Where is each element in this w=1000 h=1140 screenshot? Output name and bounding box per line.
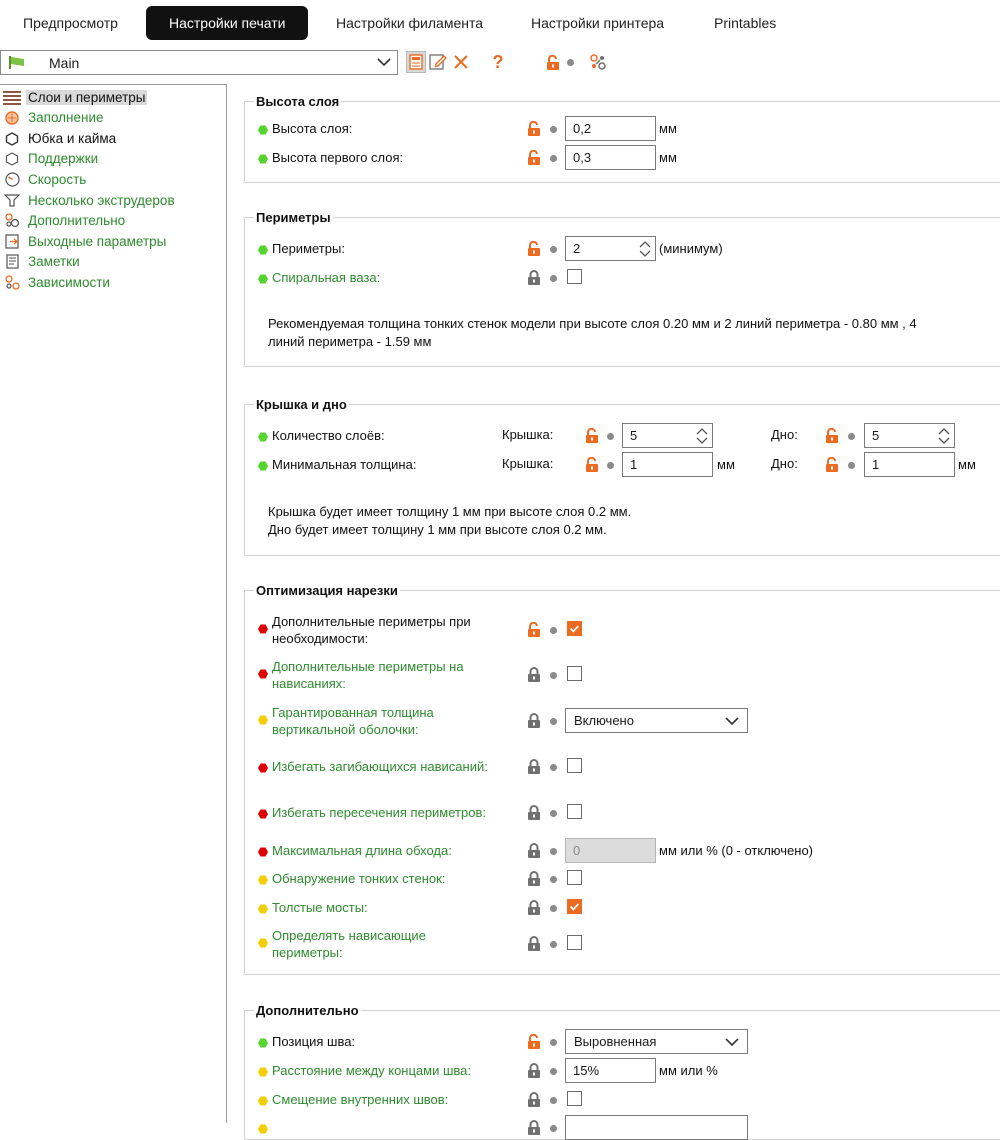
mode-advanced-icon — [258, 1124, 268, 1134]
lock-open-icon[interactable] — [527, 622, 541, 637]
tab-printables[interactable]: Printables — [714, 15, 777, 31]
bullet-icon[interactable] — [550, 1039, 557, 1046]
lock-closed-icon[interactable] — [527, 1063, 541, 1078]
bullet-icon[interactable] — [550, 876, 557, 883]
bullet-icon[interactable] — [848, 462, 855, 469]
bullet-icon[interactable] — [550, 126, 557, 133]
max-detour-input[interactable]: 0 — [565, 838, 656, 863]
lock-closed-icon[interactable] — [527, 805, 541, 820]
sidebar-item-label: Несколько экструдеров — [28, 193, 175, 208]
preset-name: Main — [49, 55, 80, 71]
bullet-icon — [567, 59, 574, 66]
mode-simple-icon — [258, 461, 268, 471]
bullet-icon[interactable] — [607, 462, 614, 469]
spin-arrows-icon[interactable] — [695, 426, 709, 446]
top-layers-spin-input[interactable] — [622, 423, 713, 448]
question-icon: ? — [492, 51, 504, 72]
help-button[interactable] — [488, 51, 508, 73]
sidebar-item-label: Поддержки — [28, 151, 99, 166]
first-layer-height-input[interactable]: 0,3 — [565, 145, 656, 170]
lock-open-icon[interactable] — [825, 457, 839, 472]
label-line: периметры: — [272, 945, 343, 960]
group-layer-height — [244, 94, 1000, 183]
setting-label: Избегать загибающихся нависаний: — [272, 759, 488, 774]
setting-label — [272, 927, 426, 961]
lock-open-icon[interactable] — [527, 121, 541, 136]
top-label: Крышка: — [502, 427, 554, 442]
save-icon — [409, 54, 423, 70]
setting-label: Минимальная толщина: — [272, 457, 417, 472]
lock-closed-icon[interactable] — [527, 1092, 541, 1107]
hint-line: Дно будет имеет толщину 1 мм при высоте слоя 0.2 мм. — [268, 522, 607, 537]
tab-filament-settings[interactable]: Настройки филамента — [336, 15, 484, 31]
flag-icon — [9, 56, 25, 69]
lock-closed-icon[interactable] — [527, 936, 541, 951]
mode-simple-icon — [258, 245, 268, 255]
bottom-label: Дно: — [771, 456, 798, 471]
ensure-vertical-shell-select[interactable] — [565, 708, 748, 733]
label-line: необходимости: — [272, 631, 369, 646]
lock-closed-icon[interactable] — [527, 900, 541, 915]
unit-label: (минимум) — [659, 241, 723, 256]
lock-closed-icon[interactable] — [527, 1120, 541, 1135]
label-line: Дополнительные периметры на — [272, 659, 464, 674]
settings-page — [228, 84, 1000, 1123]
sidebar-item-layers-perimeters[interactable] — [3, 88, 147, 107]
sidebar-item-output-options[interactable] — [3, 232, 168, 251]
unit-label: мм или % — [659, 1063, 718, 1078]
unit-label: мм — [659, 150, 677, 165]
group-title: Крышка и дно — [256, 397, 347, 412]
lock-open-icon[interactable] — [527, 241, 541, 256]
setting-label: Толстые мосты: — [272, 900, 368, 915]
setting-label: Высота слоя: — [272, 121, 353, 136]
setting-label: Обнаружение тонких стенок: — [272, 871, 446, 886]
notes-icon — [3, 254, 21, 270]
lock-closed-icon[interactable] — [527, 270, 541, 285]
tab-printer-settings[interactable]: Настройки принтера — [531, 15, 665, 31]
group-perimeters — [244, 210, 1000, 367]
lock-open-icon[interactable] — [527, 1034, 541, 1049]
select-value: Выровненная — [574, 1034, 657, 1049]
bullet-icon[interactable] — [550, 246, 557, 253]
bullet-icon[interactable] — [607, 433, 614, 440]
mode-advanced-icon — [258, 904, 268, 914]
preset-combo[interactable] — [0, 50, 398, 75]
sidebar-item-infill[interactable] — [3, 108, 106, 127]
setting-label: Максимальная длина обхода: — [272, 843, 452, 858]
lock-legend-button[interactable] — [543, 51, 563, 73]
seam-gap-input[interactable]: 15% — [565, 1058, 656, 1083]
delete-preset-button[interactable] — [451, 51, 471, 73]
mode-expert-icon — [258, 669, 268, 679]
mode-advanced-icon — [258, 875, 268, 885]
bullet-icon[interactable] — [550, 718, 557, 725]
group-slicing — [244, 583, 1000, 975]
mode-simple-icon — [258, 154, 268, 164]
save-preset-button[interactable] — [406, 51, 426, 73]
infill-icon — [3, 110, 21, 126]
sidebar-item-dependencies[interactable] — [3, 273, 112, 292]
sidebar-item-label: Выходные параметры — [28, 234, 167, 249]
tab-bar — [0, 0, 1000, 44]
mode-simple-icon — [258, 432, 268, 442]
label-line: Определять нависающие — [272, 928, 426, 943]
setting-label — [272, 658, 464, 692]
tab-preview[interactable]: Предпросмотр — [23, 15, 118, 31]
sidebar-item-label: Дополнительно — [28, 213, 126, 228]
setting-label: Позиция шва: — [272, 1034, 356, 1049]
hint-line: линий периметра - 1.59 мм — [268, 334, 432, 349]
mode-expert-icon — [258, 624, 268, 634]
chevron-down-icon — [377, 55, 391, 69]
mode-simple-icon — [258, 125, 268, 135]
select-value: Включено — [574, 713, 634, 728]
label-line: нависаниях: — [272, 676, 346, 691]
checkmark-icon — [568, 900, 581, 913]
seam-offset-checkbox[interactable] — [567, 1091, 582, 1106]
group-advanced — [244, 1003, 1000, 1140]
chevron-down-icon — [725, 714, 739, 728]
bullet-icon[interactable] — [550, 764, 557, 771]
sidebar-item-label: Заполнение — [28, 110, 104, 125]
bottom-min-thickness-input[interactable]: 1 — [864, 452, 955, 477]
bottom-layers-spin-input[interactable] — [864, 423, 955, 448]
perimeters-spin-input[interactable] — [565, 236, 656, 261]
setting-label: Количество слоёв: — [272, 428, 385, 443]
bullet-icon[interactable] — [550, 810, 557, 817]
label-line: Гарантированная толщина — [272, 705, 434, 720]
setting-label: Избегать пересечения периметров: — [272, 805, 486, 820]
setting-label: Спиральная ваза: — [272, 270, 381, 285]
lock-closed-icon[interactable] — [527, 667, 541, 682]
compare-icon — [589, 53, 607, 71]
setting-label: Расстояние между концами шва: — [272, 1063, 472, 1078]
top-label: Крышка: — [502, 456, 554, 471]
sidebar-item-label: Слои и периметры — [28, 90, 146, 105]
settings-tree — [0, 84, 227, 1123]
seam-position-select[interactable] — [565, 1029, 748, 1054]
skirt-icon — [3, 131, 21, 147]
bullet-icon[interactable] — [550, 155, 557, 162]
spiral-vase-checkbox[interactable] — [567, 269, 582, 284]
setting-label: Высота первого слоя: — [272, 150, 404, 165]
bullet-icon[interactable] — [550, 1097, 557, 1104]
top-min-thickness-input[interactable]: 1 — [622, 452, 713, 477]
bullet-icon[interactable] — [550, 1068, 557, 1075]
setting-label: Периметры: — [272, 241, 345, 256]
mode-advanced-icon — [258, 1096, 268, 1106]
layer-height-input[interactable]: 0,2 — [565, 116, 656, 141]
bullet-icon[interactable] — [550, 627, 557, 634]
top-bottom-hint — [268, 503, 631, 539]
dependencies-icon — [3, 275, 21, 291]
hint-line: Рекомендуемая толщина тонких стенок модели при высоте слоя 0.20 мм и 2 линий периметра - 0.80 мм , 4 — [268, 316, 917, 331]
sidebar-item-skirt-brim[interactable] — [3, 129, 118, 148]
bottom-label: Дно: — [771, 427, 798, 442]
sidebar-item-multiple-extruders[interactable] — [3, 191, 177, 210]
lock-closed-icon[interactable] — [527, 759, 541, 774]
lock-closed-icon[interactable] — [527, 843, 541, 858]
sidebar-item-label: Заметки — [28, 254, 80, 269]
lock-closed-icon[interactable] — [527, 713, 541, 728]
bullet-icon[interactable] — [550, 275, 557, 282]
group-title: Дополнительно — [256, 1003, 359, 1018]
support-icon — [3, 151, 21, 167]
spin-arrows-icon[interactable] — [638, 239, 652, 259]
unit-label: мм — [717, 457, 735, 472]
mode-simple-icon — [258, 274, 268, 284]
hint-line: Крышка будет имеет толщину 1 мм при высоте слоя 0.2 мм. — [268, 504, 632, 519]
bullet-icon[interactable] — [550, 1125, 557, 1132]
compare-presets-button[interactable] — [588, 51, 608, 73]
edit-icon — [429, 53, 447, 71]
lock-open-icon[interactable] — [527, 150, 541, 165]
label-line: вертикальной оболочки: — [272, 722, 419, 737]
unit-label: мм — [958, 457, 976, 472]
mode-simple-icon — [258, 1038, 268, 1048]
mode-advanced-icon — [258, 1067, 268, 1077]
bullet-icon[interactable] — [848, 433, 855, 440]
lock-closed-icon[interactable] — [527, 871, 541, 886]
bullet-icon[interactable] — [550, 905, 557, 912]
spin-value: 5 — [872, 428, 880, 443]
partial-input[interactable] — [565, 1115, 748, 1140]
unit-label: мм — [659, 121, 677, 136]
mode-expert-icon — [258, 847, 268, 857]
spin-value: 2 — [573, 241, 581, 256]
lock-open-icon[interactable] — [585, 457, 599, 472]
mode-advanced-icon — [258, 715, 268, 725]
lock-open-icon — [546, 55, 560, 70]
bullet-icon[interactable] — [550, 941, 557, 948]
extra-perimeters-checkbox[interactable] — [567, 621, 582, 636]
mode-advanced-icon — [258, 938, 268, 948]
spin-value: 5 — [630, 428, 638, 443]
sidebar-item-label: Зависимости — [28, 275, 110, 290]
sidebar-item-advanced[interactable] — [3, 211, 127, 230]
tab-print-settings[interactable]: Настройки печати — [146, 6, 308, 40]
sidebar-item-supports[interactable] — [3, 149, 100, 168]
group-top-bottom — [244, 397, 1000, 556]
group-title: Оптимизация нарезки — [256, 583, 398, 598]
setting-label — [272, 704, 434, 738]
sidebar-item-notes[interactable] — [3, 252, 82, 271]
avoid-crossing-checkbox[interactable] — [567, 804, 582, 819]
checkmark-icon — [568, 622, 581, 635]
lock-open-icon[interactable] — [825, 428, 839, 443]
mode-expert-icon — [258, 763, 268, 773]
setting-label — [272, 613, 471, 647]
sidebar-item-speed[interactable] — [3, 170, 88, 189]
spin-arrows-icon[interactable] — [937, 426, 951, 446]
group-title: Высота слоя — [256, 94, 340, 109]
unit-label: мм или % (0 - отключено) — [659, 843, 814, 858]
sidebar-item-label: Скорость — [28, 172, 87, 187]
bullet-icon[interactable] — [550, 672, 557, 679]
rename-preset-button[interactable] — [428, 51, 448, 73]
setting-label: Смещение внутренних швов: — [272, 1092, 449, 1107]
output-icon — [3, 234, 21, 250]
bullet-icon[interactable] — [550, 848, 557, 855]
chevron-down-icon — [725, 1035, 739, 1049]
thick-bridges-checkbox[interactable] — [567, 899, 582, 914]
group-title: Периметры — [256, 210, 331, 225]
layers-icon — [3, 90, 21, 106]
perimeter-hint — [268, 315, 917, 351]
speed-icon — [3, 172, 21, 188]
extruder-icon — [3, 193, 21, 209]
label-line: Дополнительные периметры при — [272, 614, 471, 629]
sidebar-item-label: Юбка и кайма — [28, 131, 117, 146]
avoid-curled-checkbox[interactable] — [567, 758, 582, 773]
advanced-icon — [3, 213, 21, 229]
close-icon — [453, 54, 469, 70]
overhang-perimeters-checkbox[interactable] — [567, 935, 582, 950]
thin-walls-checkbox[interactable] — [567, 870, 582, 885]
lock-open-icon[interactable] — [585, 428, 599, 443]
extra-perimeters-overhangs-checkbox[interactable] — [567, 666, 582, 681]
mode-expert-icon — [258, 809, 268, 819]
